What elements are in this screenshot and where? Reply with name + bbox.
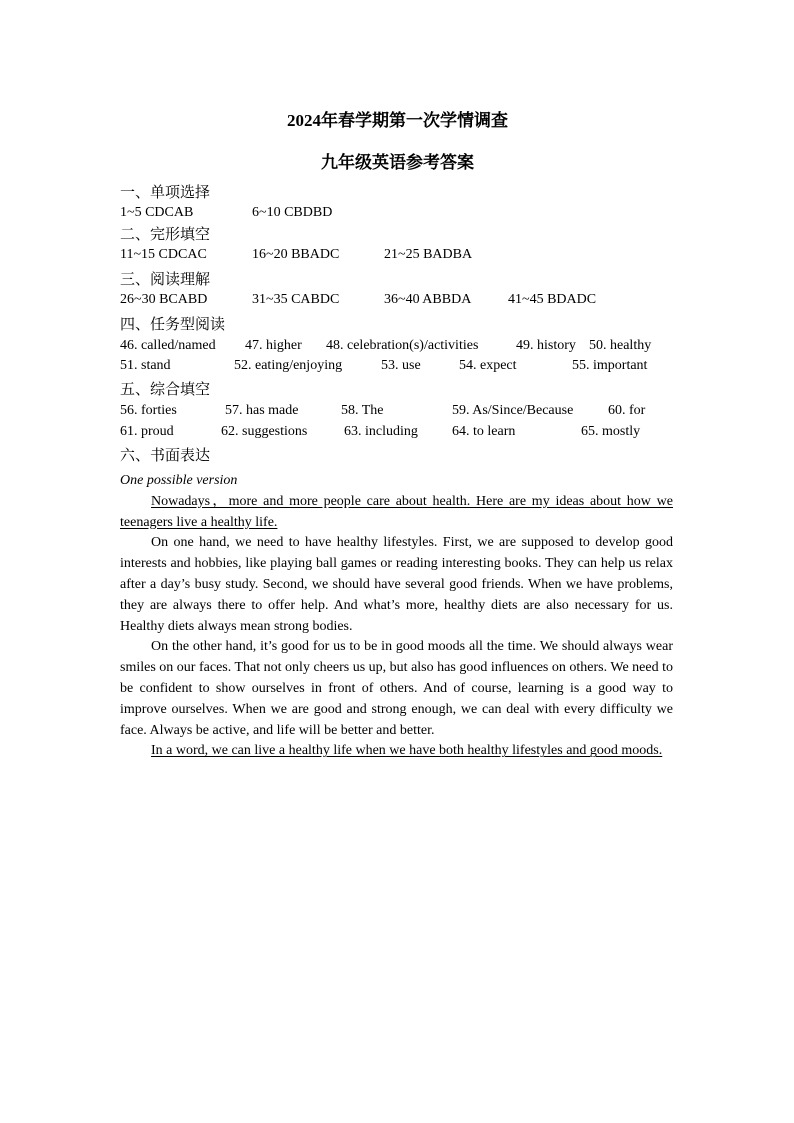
- answer-item: 57. has made: [225, 403, 299, 418]
- answer-group: 11~15 CDCAC: [120, 247, 207, 262]
- answer-group: 36~40 ABBDA: [384, 292, 472, 307]
- section-5-answers-row-2: [120, 422, 675, 442]
- answer-group: 16~20 BBADC: [252, 247, 340, 262]
- answer-group: 21~25 BADBA: [384, 247, 473, 262]
- essay-paragraph-intro: Nowadays，more and more people care about health. Here are my ideas about how we teenagers live a healthy life.: [120, 493, 673, 530]
- section-5-answers-row-1: [120, 401, 675, 421]
- model-essay: [120, 471, 673, 762]
- answer-item: 55. important: [572, 358, 648, 373]
- answer-item: 48. celebration(s)/activities: [326, 338, 479, 353]
- section-5-heading: 五、综合填空: [120, 380, 211, 398]
- answer-item: 53. use: [381, 358, 421, 373]
- answer-item: 52. eating/enjoying: [234, 358, 343, 373]
- answer-item: 56. forties: [120, 403, 177, 418]
- section-4-answers-row-2: [120, 356, 675, 376]
- answer-group: 26~30 BCABD: [120, 292, 208, 307]
- answer-item: 47. higher: [245, 338, 302, 353]
- answer-group: 1~5 CDCAB: [120, 205, 194, 220]
- section-2-answers: [120, 245, 675, 265]
- answer-item: 51. stand: [120, 358, 171, 373]
- answer-group: 6~10 CBDBD: [252, 205, 333, 220]
- answer-item: 49. history: [516, 338, 576, 353]
- page-title: 2024年春学期第一次学情调查: [287, 111, 508, 130]
- answer-item: 62. suggestions: [221, 424, 308, 439]
- answer-item: 50. healthy: [589, 338, 652, 353]
- section-2-heading: 二、完形填空: [120, 225, 211, 243]
- answer-group: 31~35 CABDC: [252, 292, 340, 307]
- section-6-heading: 六、书面表达: [120, 446, 211, 464]
- answer-item: 64. to learn: [452, 424, 516, 439]
- answer-item: 60. for: [608, 403, 646, 418]
- answer-item: 46. called/named: [120, 338, 216, 353]
- answer-item: 61. proud: [120, 424, 174, 439]
- essay-paragraph-body-1: On one hand, we need to have healthy lifestyles. First, we are supposed to develop good interests and hobbies, like playing ball games or reading interesting books. They can help us relax after a day’s busy study. Second, we should have several good friends. When we have problems, they are always there to offer help. And what’s more, healthy diets are also necessary for us. Healthy diets always mean strong bodies.: [120, 535, 673, 634]
- section-1-answers: [120, 203, 675, 223]
- answer-item: 58. The: [341, 403, 384, 418]
- section-3-answers: [120, 290, 675, 310]
- answer-item: 54. expect: [459, 358, 517, 373]
- answer-group: 41~45 BDADC: [508, 292, 597, 307]
- page-subtitle: 九年级英语参考答案: [321, 153, 474, 172]
- answer-item: 59. As/Since/Because: [452, 403, 574, 418]
- section-4-heading: 四、任务型阅读: [120, 315, 226, 333]
- essay-paragraph-conclusion: In a word, we can live a healthy life when we have both healthy lifestyles and good moods.: [151, 743, 663, 759]
- answer-item: 63. including: [344, 424, 418, 439]
- essay-label: One possible version: [120, 473, 238, 488]
- section-1-heading: 一、单项选择: [120, 183, 211, 201]
- section-3-heading: 三、阅读理解: [120, 270, 211, 288]
- section-4-answers-row-1: [120, 336, 675, 356]
- answer-item: 65. mostly: [581, 424, 641, 439]
- essay-paragraph-body-2: On the other hand, it’s good for us to be in good moods all the time. We should always wear smiles on our faces. That not only cheers us up, but also has good influences on others. We need to be confident to show ourselves in front of others. And of course, learning is a good way to improve ourselves. When we are good and strong enough, we can deal with every difficulty we face. Always be active, and life will be better and better.: [120, 639, 673, 738]
